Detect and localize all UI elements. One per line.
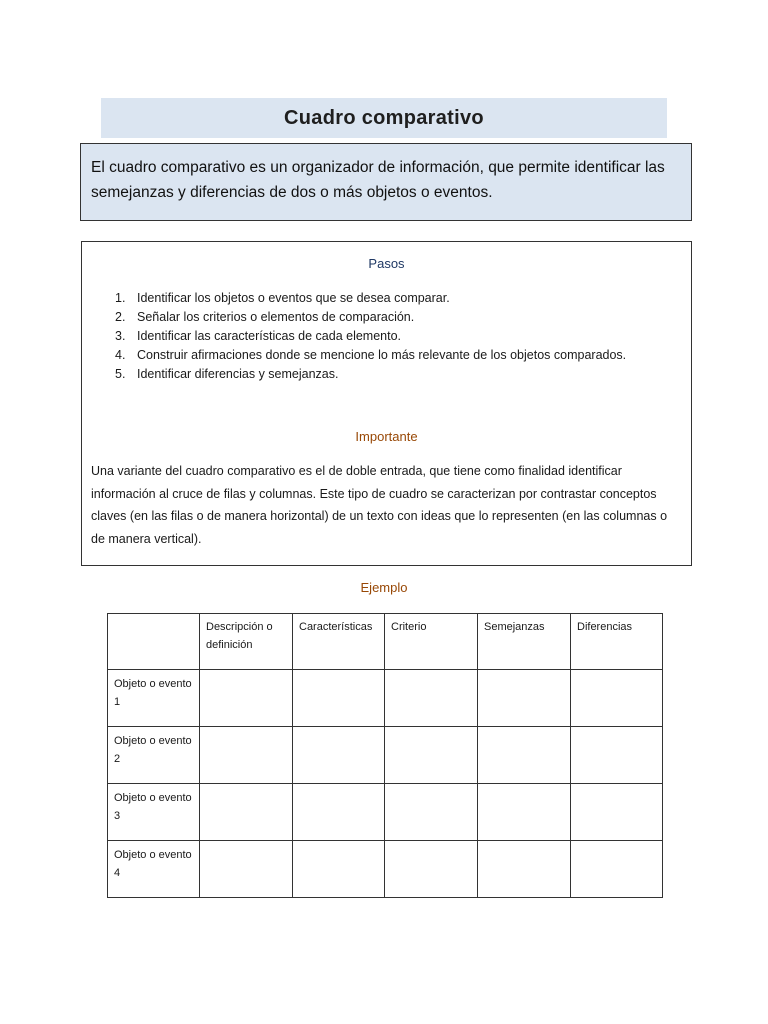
table-row <box>108 784 663 841</box>
table-header-cell <box>108 614 200 670</box>
step-item <box>115 289 626 308</box>
table-header-cell: Diferencias <box>571 614 663 670</box>
table-cell <box>200 784 293 841</box>
table-row <box>108 670 663 727</box>
row-label: Objeto o evento 1 <box>108 670 200 727</box>
step-text: Identificar las características de cada elemento. <box>137 329 402 343</box>
table-cell <box>385 784 478 841</box>
step-number: 3. <box>115 329 126 343</box>
table-cell <box>478 670 571 727</box>
step-item <box>115 327 626 346</box>
table-cell <box>385 841 478 898</box>
table-row <box>108 841 663 898</box>
table-cell <box>293 841 385 898</box>
step-text: Identificar los objetos o eventos que se desea comparar. <box>137 291 450 305</box>
table-header-row <box>108 614 663 670</box>
table-header-cell: Características <box>293 614 385 670</box>
table-cell <box>200 670 293 727</box>
step-item <box>115 365 626 384</box>
table-cell <box>293 727 385 784</box>
page-title: Cuadro comparativo <box>101 98 667 138</box>
step-item <box>115 308 626 327</box>
steps-and-notes-box <box>81 241 692 566</box>
step-text: Construir afirmaciones donde se mencione lo más relevante de los objetos comparados. <box>137 348 627 362</box>
ejemplo-heading: Ejemplo <box>360 580 408 595</box>
row-label: Objeto o evento 3 <box>108 784 200 841</box>
row-label: Objeto o evento 4 <box>108 841 200 898</box>
table-cell <box>200 841 293 898</box>
table-cell <box>200 727 293 784</box>
step-number: 2. <box>115 310 126 324</box>
table-cell <box>478 784 571 841</box>
table-cell <box>571 784 663 841</box>
steps-list <box>115 289 626 384</box>
table-cell <box>571 841 663 898</box>
pasos-heading: Pasos <box>368 256 405 271</box>
step-number: 1. <box>115 291 126 305</box>
table-cell <box>385 727 478 784</box>
row-label: Objeto o evento 2 <box>108 727 200 784</box>
step-number: 5. <box>115 367 126 381</box>
importante-heading: Importante <box>355 429 418 444</box>
step-number: 4. <box>115 348 126 362</box>
step-text: Identificar diferencias y semejanzas. <box>137 367 339 381</box>
table-cell <box>385 670 478 727</box>
table-cell <box>478 727 571 784</box>
table-header-cell: Descripción o definición <box>200 614 293 670</box>
intro-text: El cuadro comparativo es un organizador de información, que permite identificar las semejanzas y diferencias de dos o más objetos o eventos. <box>91 159 665 201</box>
table-cell <box>293 784 385 841</box>
intro-box <box>80 143 692 221</box>
table-cell <box>478 841 571 898</box>
table-cell <box>571 727 663 784</box>
table-row <box>108 727 663 784</box>
table-cell <box>293 670 385 727</box>
table-header-cell: Semejanzas <box>478 614 571 670</box>
step-item <box>115 346 626 365</box>
comparison-table <box>107 613 663 898</box>
step-text: Señalar los criterios o elementos de comparación. <box>137 310 415 324</box>
table-header-cell: Criterio <box>385 614 478 670</box>
importante-text: Una variante del cuadro comparativo es el de doble entrada, que tiene como finalidad identificar información al cruce de filas y columnas. Este tipo de cuadro se caracterizan por contrastar conceptos claves (en las filas o de manera horizontal) de un texto con ideas que lo representen (en las columnas o de manera vertical). <box>91 464 668 546</box>
table-cell <box>571 670 663 727</box>
